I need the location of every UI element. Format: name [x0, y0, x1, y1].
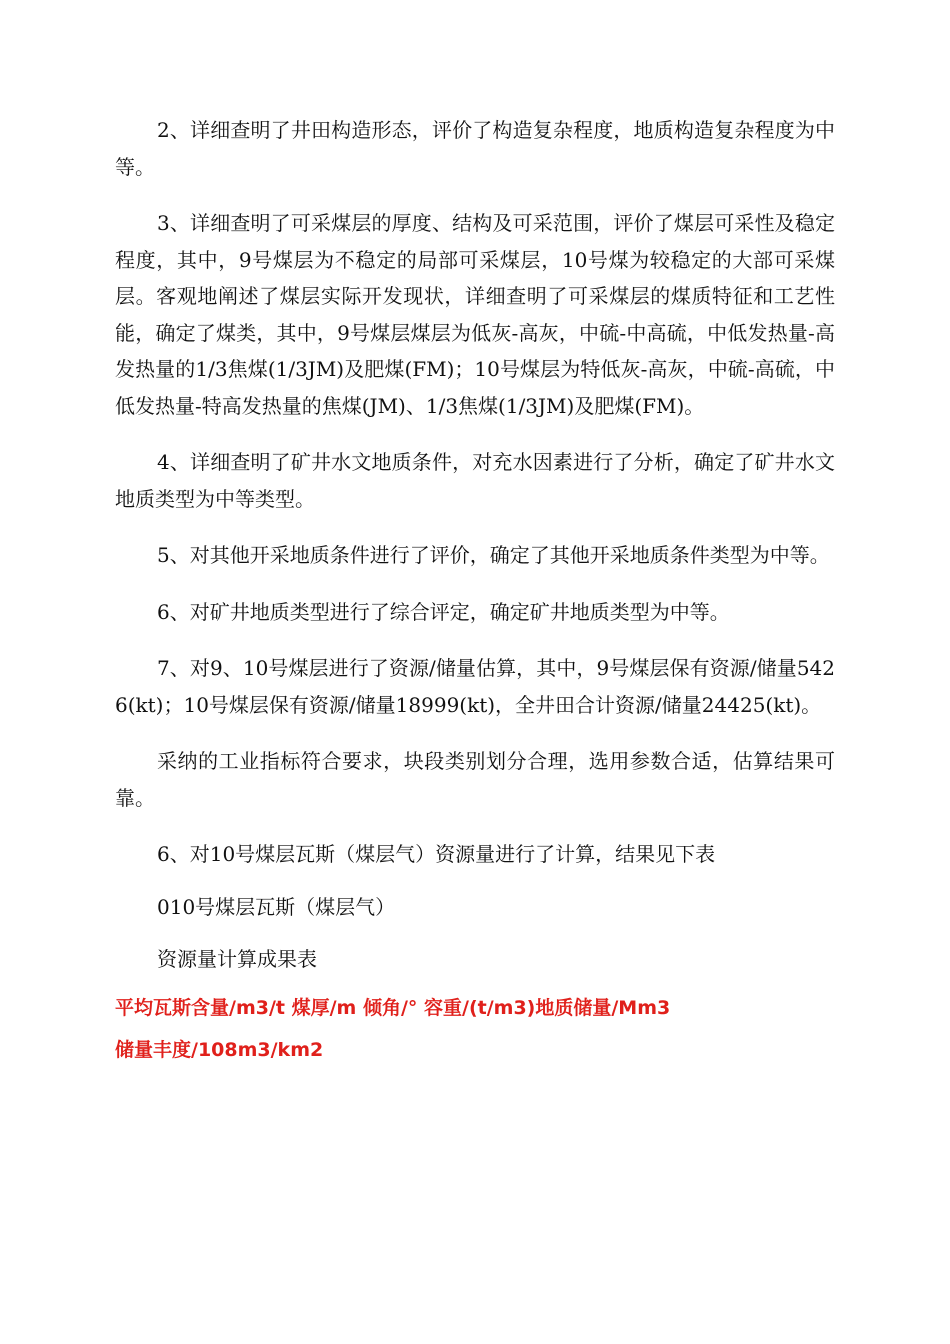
- document-body: [115, 112, 835, 1064]
- paragraph-gas-calculation: 6、对10号煤层瓦斯（煤层气）资源量进行了计算，结果见下表: [157, 842, 716, 866]
- table-caption-line2: 资源量计算成果表: [157, 947, 317, 971]
- paragraph-industrial-indicators: 采纳的工业指标符合要求，块段类别划分合理，选用参数合适，估算结果可靠。: [115, 749, 835, 810]
- paragraph-reserve-estimate: 7、对9、10号煤层进行了资源/储量估算，其中，9号煤层保有资源/储量5426(kt)；10号煤层保有资源/储量18999(kt)，全井田合计资源/储量24425(kt)。: [115, 656, 835, 717]
- table-caption-line1: 010号煤层瓦斯（煤层气）: [157, 894, 396, 919]
- paragraph-hydrogeology-findings: 4、详细查明了矿井水文地质条件，对充水因素进行了分析，确定了矿井水文地质类型为中等类型。: [115, 450, 835, 511]
- paragraph-mining-conditions: 5、对其他开采地质条件进行了评价，确定了其他开采地质条件类型为中等。: [157, 543, 830, 567]
- paragraph-mine-geology-type: 6、对矿井地质类型进行了综合评定，确定矿井地质类型为中等。: [157, 599, 730, 624]
- paragraph-structure-findings: 2、详细查明了井田构造形态，评价了构造复杂程度，地质构造复杂程度为中等。: [115, 118, 835, 179]
- paragraph-coal-seam-findings: 3、详细查明了可采煤层的厚度、结构及可采范围，评价了煤层可采性及稳定程度，其中，9号煤层为不稳定的局部可采煤层，10号煤为较稳定的大部可采煤层。客观地阐述了煤层实际开发现状，详细查明了可采煤层的煤质特征和工艺性能，确定了煤类，其中，9号煤层煤层为低灰-高灰，中硫-中高硫，中低发热量-高发热量的1/3焦煤(1/3JM)及肥煤(FM)；10号煤层为特低灰-高灰，中硫-高硫，中低发热量-特高发热量的焦煤(JM)、1/3焦煤(1/3JM)及肥煤(FM)。: [115, 211, 835, 418]
- table-header-row: 平均瓦斯含量/m3/t 煤厚/m 倾角/° 容重/(t/m3)地质储量/Mm3: [115, 996, 671, 1019]
- table-header-row-continued: 储量丰度/108m3/km2: [115, 1038, 324, 1061]
